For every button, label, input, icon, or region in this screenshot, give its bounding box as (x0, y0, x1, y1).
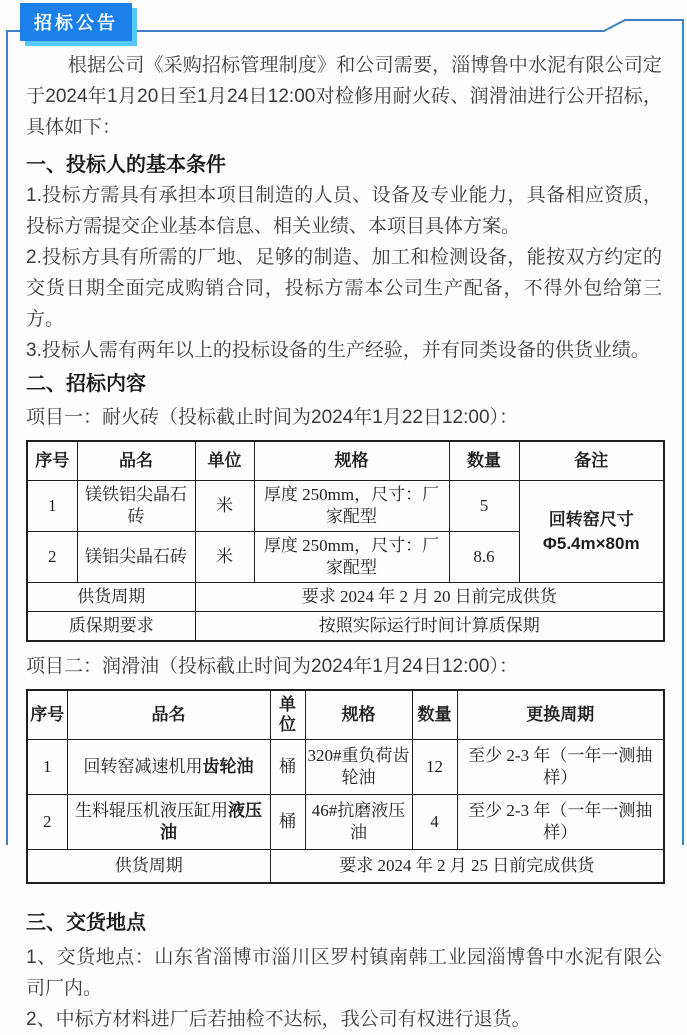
section1-item-1: 1.投标方需具有承担本项目制造的人员、设备及专业能力，具备相应资质，投标方需提交企业基本信息、相关业绩、本项目具体方案。 (26, 185, 662, 237)
project2-table (26, 689, 665, 884)
cell-name: 回转窑减速机用齿轮油 (67, 740, 270, 795)
cell-spec: 320#重负荷齿轮油 (305, 740, 412, 795)
cell-qty: 4 (412, 795, 457, 850)
cell-qty: 5 (449, 481, 519, 532)
supply-period-row (27, 583, 664, 612)
header-cell: 序号 (27, 441, 77, 481)
cell-no: 1 (27, 740, 67, 795)
cell-spec: 46#抗磨液压油 (305, 795, 412, 850)
cell-qty: 8.6 (449, 532, 519, 583)
cell-cycle: 至少 2-3 年（一年一测抽样） (457, 740, 664, 795)
warranty-label: 质保期要求 (27, 612, 195, 642)
table-header-row (27, 441, 664, 481)
cell-spec: 厚度 250mm，尺寸：厂家配型 (254, 532, 449, 583)
cell-unit: 米 (195, 481, 254, 532)
supply-period-value: 要求 2024 年 2 月 25 日前完成供货 (270, 850, 664, 884)
header-cell: 更换周期 (457, 690, 664, 740)
section1-item-3: 3.投标人需有两年以上的投标设备的生产经验，并有同类设备的供货业绩。 (26, 340, 650, 361)
header-cell: 备注 (519, 441, 664, 481)
supply-period-label: 供货周期 (27, 850, 270, 884)
section1-title: 一、投标人的基本条件 (26, 154, 226, 176)
supply-period-value: 要求 2024 年 2 月 20 日前完成供货 (195, 583, 664, 612)
cell-no: 2 (27, 532, 77, 583)
cell-remark (519, 481, 664, 583)
cell-no: 1 (27, 481, 77, 532)
supply-period-row (27, 850, 664, 884)
header-cell: 序号 (27, 690, 67, 740)
section3-item-1: 1、交货地点：山东省淄博市淄川区罗村镇南韩工业园淄博鲁中水泥有限公司厂内。 (26, 947, 662, 999)
header-cell: 数量 (449, 441, 519, 481)
table-row (27, 795, 664, 850)
cell-unit: 桶 (270, 740, 305, 795)
cell-name: 生料辊压机液压缸用液压油 (67, 795, 270, 850)
table-header-row (27, 690, 664, 740)
cell-unit: 米 (195, 532, 254, 583)
header-cell: 品名 (77, 441, 195, 481)
badge-front-layer (20, 3, 132, 41)
header-cell: 单位 (270, 690, 305, 740)
cell-unit: 桶 (270, 795, 305, 850)
warranty-value: 按照实际运行时间计算质保期 (195, 612, 664, 642)
section2-title: 二、招标内容 (26, 373, 146, 395)
remark-line2: Φ5.4m×80m (542, 533, 640, 553)
cell-name: 镁铁铝尖晶石砖 (77, 481, 195, 532)
cell-name: 镁铝尖晶石砖 (77, 532, 195, 583)
header-cell: 数量 (412, 690, 457, 740)
intro-paragraph: 根据公司《采购招标管理制度》和公司需要，淄博鲁中水泥有限公司定于2024年1月20日至1月24日12:00对检修用耐火砖、润滑油进行公开招标，具体如下： (26, 55, 662, 138)
document-body (26, 50, 662, 1035)
table-row (27, 740, 664, 795)
project1-caption: 项目一：耐火砖（投标截止时间为2024年1月22日12:00）： (26, 407, 519, 428)
badge-label: 招标公告 (34, 13, 118, 33)
header-cell: 规格 (305, 690, 412, 740)
cell-no: 2 (27, 795, 67, 850)
header-cell: 单位 (195, 441, 254, 481)
section1-item-2: 2.投标方具有所需的厂地、足够的制造、加工和检测设备，能按双方约定的交货日期全面完成购销合同，投标方需本公司生产配备，不得外包给第三方。 (26, 247, 662, 330)
header-cell: 品名 (67, 690, 270, 740)
cell-qty: 12 (412, 740, 457, 795)
project2-caption: 项目二：润滑油（投标截止时间为2024年1月24日12:00）： (26, 656, 519, 677)
cell-cycle: 至少 2-3 年（一年一测抽样） (457, 795, 664, 850)
section3-title: 三、交货地点 (26, 912, 146, 934)
table-row (27, 481, 664, 532)
warranty-row (27, 612, 664, 642)
section3-item-2: 2、中标方材料进厂后若抽检不达标，我公司有权进行退货。 (26, 1009, 531, 1030)
supply-period-label: 供货周期 (27, 583, 195, 612)
cell-spec: 厚度 250mm，尺寸：厂家配型 (254, 481, 449, 532)
project1-table (26, 440, 665, 642)
bold-product-name: 齿轮油 (202, 757, 254, 776)
bold-product-name: 液压油 (160, 801, 262, 842)
tender-badge (20, 3, 132, 41)
header-cell: 规格 (254, 441, 449, 481)
remark-line1: 回转窑尺寸 (548, 509, 634, 529)
